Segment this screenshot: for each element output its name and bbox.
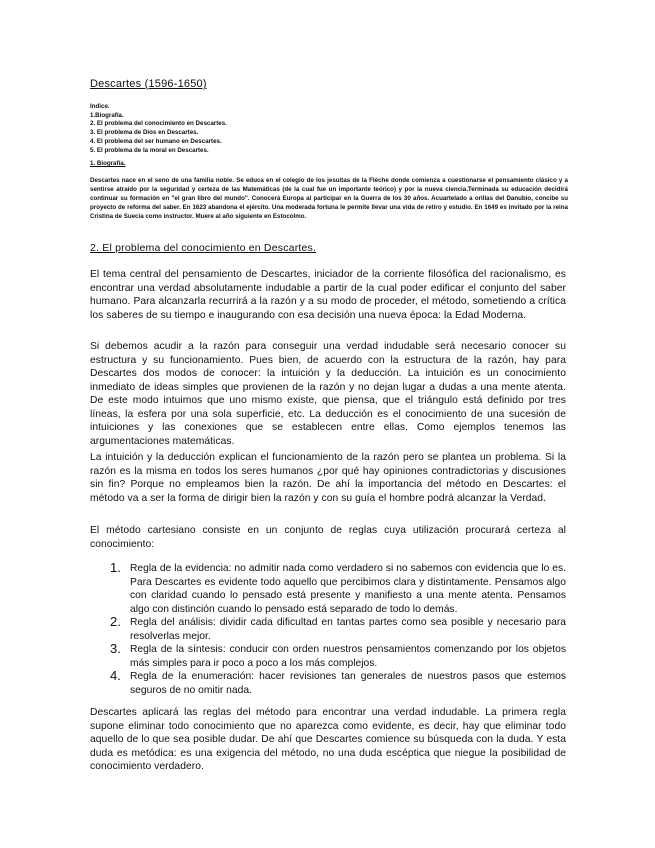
index-item: 2. El problema del conocimiento en Descartes.: [90, 120, 227, 128]
rule-number: 3.: [110, 641, 121, 656]
index-item: 1.Biografía.: [90, 111, 124, 119]
rule-number: 1.: [110, 560, 121, 575]
rule-text: Regla de la síntesis: conducir con orden nuestros pensamientos comenzando por los objetos más simples para ir poco a poco a los más complejos.: [130, 644, 566, 669]
biography-heading: 1. Biografía.: [90, 160, 126, 167]
rule-text: Regla de la enumeración: hacer revisiones tan generales de nuestros pasos que estemos seguros de no omitir nada.: [130, 671, 566, 696]
index-heading: Indice.: [90, 103, 110, 110]
index-item: 3. El problema de Dios en Descartes.: [90, 129, 199, 137]
document-title: Descartes (1596-1650): [90, 78, 207, 90]
paragraph: La intuición y la deducción explican el funcionamiento de la razón pero se plantea un problema. Si la razón es la misma en todos los seres humanos ¿por qué hay opiniones contradictorias y discusiones sin fin? Porque no empleamos bien la razón. De ahí la importancia del método en Descartes: el método va a ser la forma de dirigir bien la razón y con su guía el hombre podrá alcanzar la Verdad.: [90, 452, 566, 504]
paragraph: El método cartesiano consiste en un conjunto de reglas cuya utilización procurará certeza al conocimiento:: [90, 525, 566, 550]
paragraph: Si debemos acudir a la razón para conseguir una verdad indudable será necesario conocer su estructura y su funcionamiento. Pues bien, de acuerdo con la estructura de la razón, hay para Descartes dos modos de conocer: la intuición y la deducción. La intuición es un conocimiento inmediato de ideas simples que provienen de la razón y no dejan lugar a dudas a una mente atenta. De este modo intuimos que uno mismo existe, que piensa, que el triángulo está definido por tres líneas, la esfera por una sola superficie, etc. La deducción es el conocimiento de una sucesión de intuiciones y las conexiones que se establecen entre ellas. Como ejemplos tenemos las argumentaciones matemáticas.: [90, 341, 566, 447]
index-list: [90, 103, 227, 155]
section-heading: 2. El problema del conocimiento en Descartes.: [90, 242, 317, 254]
biography-text: Descartes nace en el seno de una familia noble. Se educa en el colegio de los jesuitas de la Flèche donde comienza a cuestionarse el pensamiento clásico y a sentirse atraído por la seguridad y certeza de las Matemáticas (de la cual fue un importante teórico) y por la nueva ciencia.Terminada su educación decidirá continuar su formación en "el gran libro del mundo". Conocerá Europa al participar en la Guerra de los 30 años. Acuartelado a orillas del Danubio, concibe su proyecto de reforma del saber. En 1623 abandona el ejército. Una moderada fortuna le permite llevar una vida de retiro y estudio. En 1649 es invitado por la reina Cristina de Suecia como instructor. Muere al año siguiente en Estocolmo.: [90, 177, 568, 220]
index-item: 5. El problema de la moral en Descartes.: [90, 146, 209, 154]
rule-item: [90, 616, 566, 643]
rule-text: Regla del análisis: dividir cada dificultad en tantas partes como sea posible y necesario para resolverlas mejor.: [130, 617, 566, 642]
rule-number: 4.: [110, 668, 121, 683]
rules-list: [90, 562, 566, 697]
closing-paragraph: Descartes aplicará las reglas del método para encontrar una verdad indudable. La primera regla supone eliminar todo conocimiento que no aparezca como evidente, es decir, hay que eliminar todo aquello de lo que sea posible dudar. De ahí que Descartes comience su búsqueda con la duda. Y esta duda es metódica: es una exigencia del método, no una duda escéptica que niegue la posibilidad de conocimiento verdadero.: [90, 707, 566, 772]
index-item: 4. El problema del ser humano en Descartes.: [90, 137, 222, 145]
rule-item: [90, 643, 566, 670]
rule-item: [90, 562, 566, 616]
rule-text: Regla de la evidencia: no admitir nada como verdadero si no sabemos con evidencia que lo es. Para Descartes es evidente todo aquello que percibimos clara y distintamente. Pensamos algo con claridad cuando lo pensado está presente y manifiesto a una mente atenta. Pensamos algo con distinción cuando lo pensado está separado de todo lo demás.: [130, 563, 566, 615]
rule-number: 2.: [110, 614, 121, 629]
rule-item: [90, 670, 566, 697]
paragraph: El tema central del pensamiento de Descartes, iniciador de la corriente filosófica del racionalismo, es encontrar una verdad absolutamente indudable a partir de la cual poder edificar el conjunto del saber humano. Para alcanzarla recurrirá a la razón y a su modo de proceder, el método, sometiendo a crítica los saberes de su tiempo e inaugurando con esa decisión una nueva época: la Edad Moderna.: [90, 269, 566, 321]
